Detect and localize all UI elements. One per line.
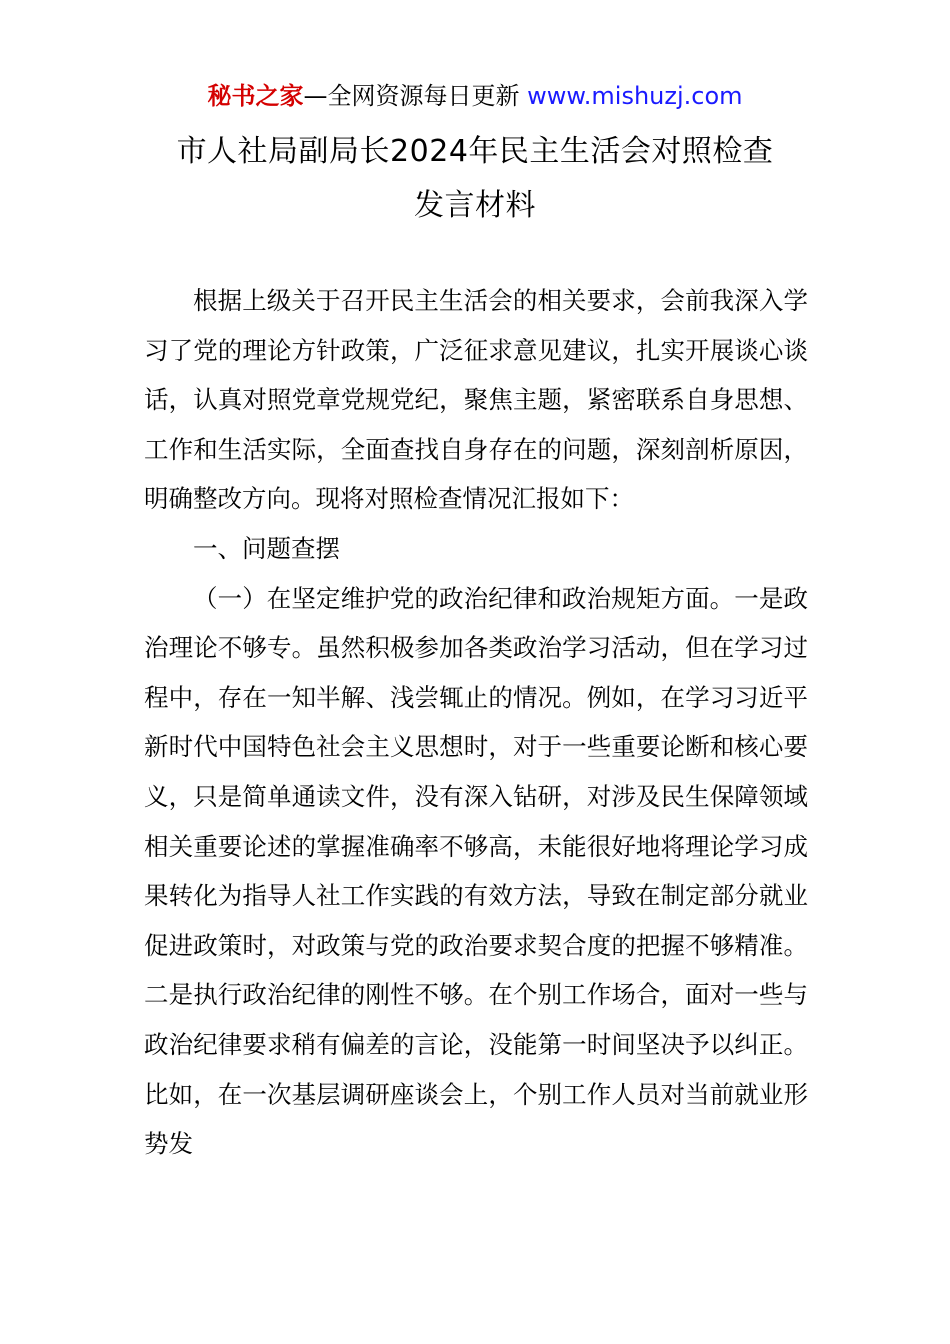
document-body — [144, 276, 808, 1169]
intro-paragraph: 根据上级关于召开民主生活会的相关要求，会前我深入学习了党的理论方针政策，广泛征求意见建议，扎实开展谈心谈话，认真对照党章党规党纪，聚焦主题，紧密联系自身思想、工作和生活实际，全面查找自身存在的问题，深刻剖析原因，明确整改方向。现将对照检查情况汇报如下： — [144, 286, 808, 514]
header-tagline: —全网资源每日更新 — [303, 82, 520, 110]
title-line-1: 市人社局副局长2024年民主生活会对照检查 — [176, 134, 774, 169]
site-header — [0, 80, 950, 112]
section-heading: 一、问题查摆 — [193, 533, 340, 563]
site-url-link[interactable]: www.mishuzj.com — [527, 82, 743, 110]
body-paragraph: （一）在坚定维护党的政治纪律和政治规矩方面。一是政治理论不够专。虽然积极参加各类政治学习活动，但在学习过程中，存在一知半解、浅尝辄止的情况。例如，在学习习近平新时代中国特色社会主义思想时，对于一些重要论断和核心要义，只是简单通读文件，没有深入钻研，对涉及民生保障领域相关重要论述的掌握准确率不够高，未能很好地将理论学习成果转化为指导人社工作实践的有效方法，导致在制定部分就业促进政策时，对政策与党的政治要求契合度的把握不够精准。二是执行政治纪律的刚性不够。在个别工作场合，面对一些与政治纪律要求稍有偏差的言论，没能第一时间坚决予以纠正。比如，在一次基层调研座谈会上，个别工作人员对当前就业形势发 — [144, 583, 808, 1159]
title-line-2: 发言材料 — [414, 188, 536, 223]
document-title — [0, 125, 950, 233]
brand-name: 秘书之家 — [207, 82, 304, 110]
